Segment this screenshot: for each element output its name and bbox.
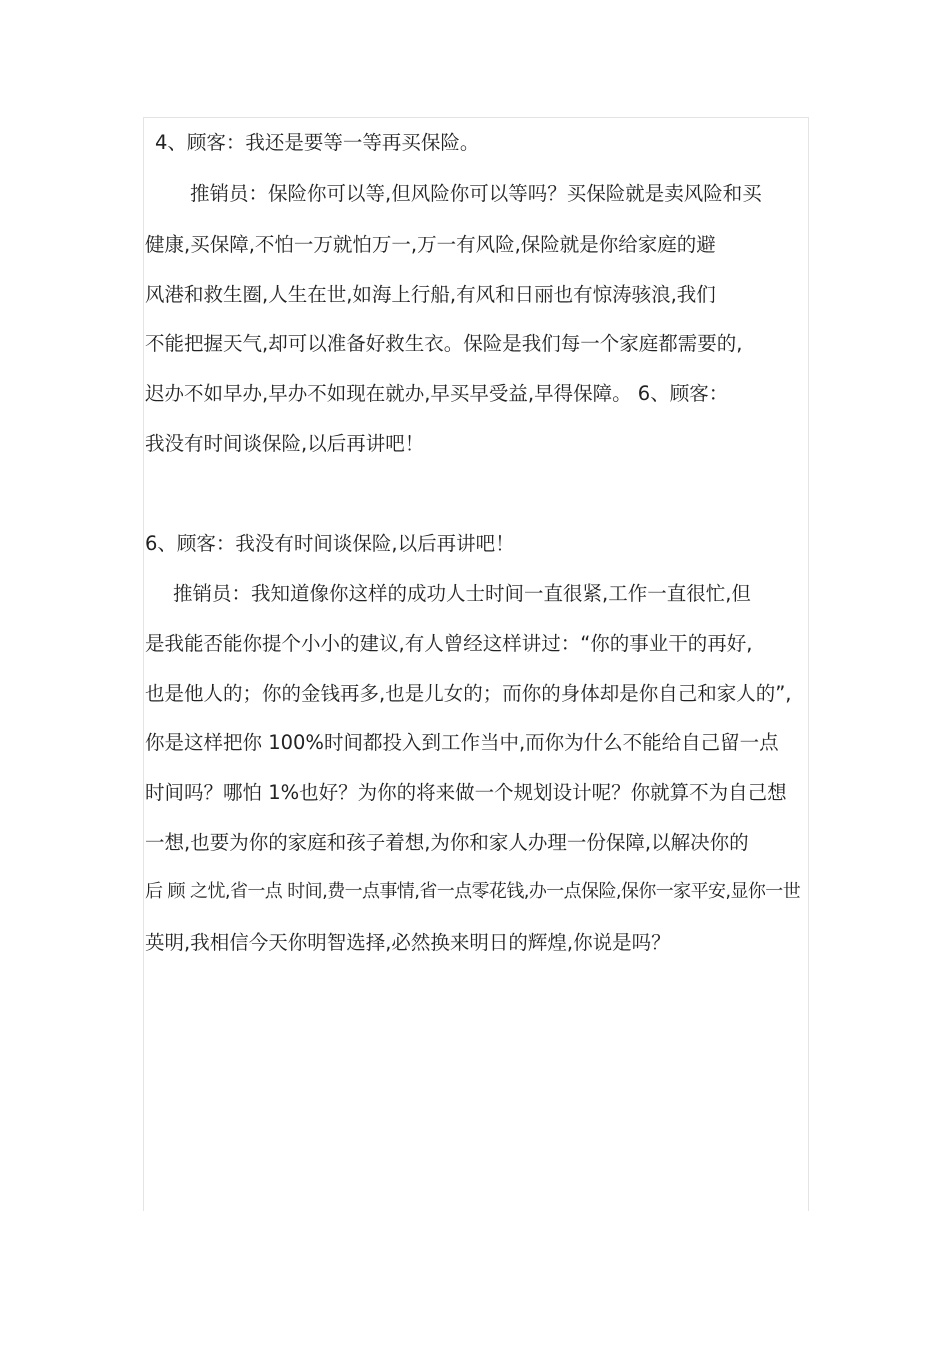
paragraph-line: 不能把握天气,却可以准备好救生衣。保险是我们每一个家庭都需要的, — [145, 332, 743, 355]
paragraph-line: 风港和救生圈,人生在世,如海上行船,有风和日丽也有惊涛骇浪,我们 — [145, 283, 716, 306]
paragraph-line: 是我能否能你提个小小的建议,有人曾经这样讲过：“你的事业干的再好, — [145, 632, 753, 655]
paragraph-line: 推销员：我知道像你这样的成功人士时间一直很紧,工作一直很忙,但 — [173, 582, 751, 605]
paragraph-line: 你是这样把你 100%时间都投入到工作当中,而你为什么不能给自己留一点 — [145, 731, 779, 754]
paragraph-line: 一想,也要为你的家庭和孩子着想,为你和家人办理一份保障,以解决你的 — [145, 831, 749, 854]
section-heading: 4、顾客：我还是要等一等再买保险。 — [155, 131, 480, 154]
paragraph-line: 英明,我相信今天你明智选择,必然换来明日的辉煌,你说是吗？ — [145, 931, 671, 954]
section-heading: 6、顾客：我没有时间谈保险,以后再讲吧！ — [145, 532, 515, 555]
paragraph-line: 后 顾 之忧,省一点 时间,费一点事情,省一点零花钱,办一点保险,保你一家平安,显你一世 — [145, 881, 801, 902]
paragraph-line: 推销员：保险你可以等,但风险你可以等吗？买保险就是卖风险和买 — [190, 182, 762, 205]
paragraph-line: 我没有时间谈保险,以后再讲吧！ — [145, 432, 425, 455]
paragraph-line: 也是他人的；你的金钱再多,也是儿女的；而你的身体却是你自己和家人的”, — [145, 682, 792, 705]
paragraph-line: 时间吗？哪怕 1%也好？为你的将来做一个规划设计呢？你就算不为自己想 — [145, 781, 787, 804]
paragraph-line: 迟办不如早办,早办不如现在就办,早买早受益,早得保障。 6、顾客： — [145, 382, 729, 405]
paragraph-line: 健康,买保障,不怕一万就怕万一,万一有风险,保险就是你给家庭的避 — [145, 233, 716, 256]
